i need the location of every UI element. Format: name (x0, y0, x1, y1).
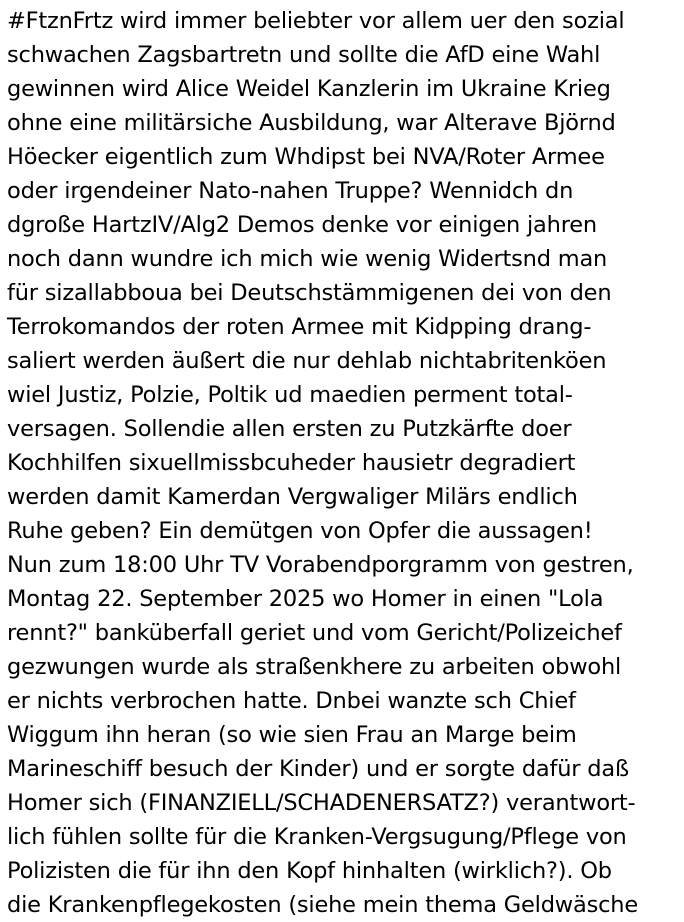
text-line: Terrokomandos der roten Armee mit Kidpping drang- (7, 314, 592, 340)
text-line: Kochhilfen sixuellmissbcuheder hausietr degradiert (7, 450, 576, 476)
text-line: Ruhe geben? Ein demütgen von Opfer die aussagen! (7, 518, 593, 544)
text-line: versagen. Sollendie allen ersten zu Putzkärfte doer (7, 416, 572, 442)
text-line: oder irgendeiner Nato-nahen Truppe? Wennidch dn (7, 178, 574, 204)
text-line: rennt?" banküberfall geriet und vom Gericht/Polizeichef (7, 620, 622, 646)
text-line: er nichts verbrochen hatte. Dnbei wanzte sch Chief (7, 688, 576, 714)
text-line: Marineschiff besuch der Kinder) und er sorgte dafür daß (7, 756, 629, 782)
text-line: Nun zum 18:00 Uhr TV Vorabendporgramm von gestren, (7, 552, 634, 578)
text-line: Montag 22. September 2025 wo Homer in einen "Lola (7, 586, 604, 612)
text-line: gezwungen wurde als straßenkhere zu arbeiten obwohl (7, 654, 622, 680)
text-line: lich fühlen sollte für die Kranken-Vergsugung/Pflege von (7, 824, 627, 850)
text-line: Wiggum ihn heran (so wie sien Frau an Marge beim (7, 722, 577, 748)
text-line: wiel Justiz, Polzie, Poltik ud maedien perment total- (7, 382, 573, 408)
text-line: die Krankenpflegekosten (siehe mein thema Geldwäsche (7, 892, 638, 918)
text-line: für sizallabboua bei Deutschstämmigenen dei von den (7, 280, 612, 306)
text-line: schwachen Zagsbartretn und sollte die AfD eine Wahl (7, 42, 601, 68)
text-line: dgroße HartzIV/Alg2 Demos denke vor einigen jahren (7, 212, 597, 238)
text-line: ohne eine militärsiche Ausbildung, war Alterave Björnd (7, 110, 616, 136)
text-line: noch dann wundre ich mich wie wenig Widertsnd man (7, 246, 608, 272)
text-line: Polizisten die für ihn den Kopf hinhalten (wirklich?). Ob (7, 858, 612, 884)
text-line: werden damit Kamerdan Vergwaliger Milärs endlich (7, 484, 578, 510)
text-line: Homer sich (FINANZIELL/SCHADENERSATZ?) verantwort- (7, 790, 636, 816)
text-line: #FtznFrtz wird immer beliebter vor allem uer den sozial (7, 8, 625, 34)
text-line: Höecker eigentlich zum Whdipst bei NVA/Roter Armee (7, 144, 605, 170)
text-line: saliert werden äußert die nur dehlab nichtabritenköen (7, 348, 607, 374)
text-line: gewinnen wird Alice Weidel Kanzlerin im Ukraine Krieg (7, 76, 611, 102)
